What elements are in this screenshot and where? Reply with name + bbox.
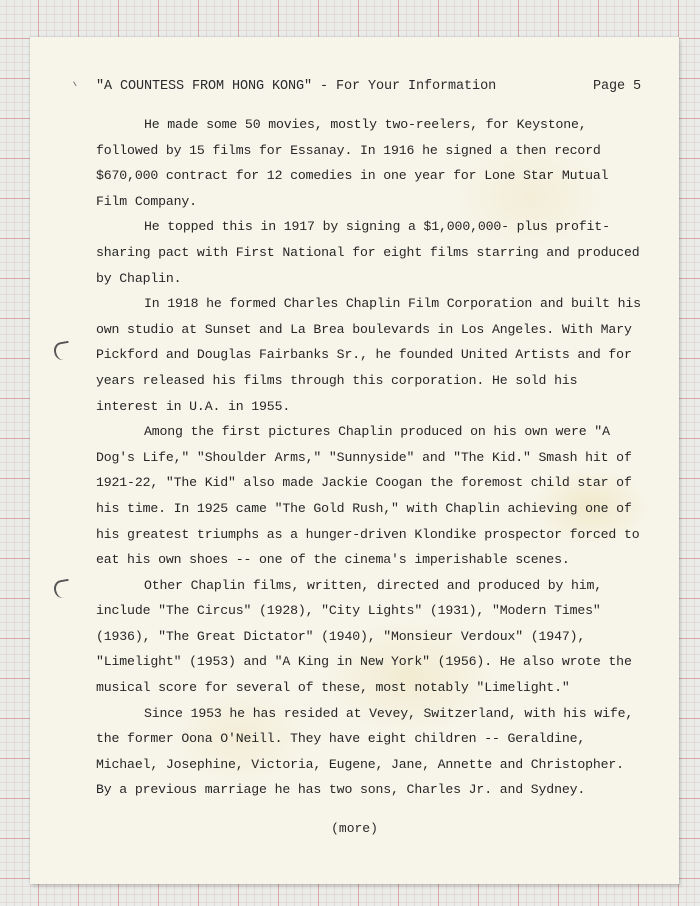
paragraph: Among the first pictures Chaplin produced on his own were "A Dog's Life," "Shoulder Arms," "Sunnyside" and "The Kid." Smash hit of 1921-22, "The Kid" also made Jackie Coogan the foremost child star of his time. In 1925 came "The Gold Rush," with Chaplin achieving one of his greatest triumphs as a hunger-driven Klondike prospector forced to eat his own shoes -- one of the cinema's imperishable scenes. [96, 424, 640, 568]
paragraph: Other Chaplin films, written, directed and produced by him, include "The Circus" (1928), "City Lights" (1931), "Modern Times" (1936), "The Great Dictator" (1940), "Monsieur Verdoux" (1947), "Limelight" (1953) and "A King in New York" (1956). He also wrote the musical score for several of these, most notably "Limelight." [96, 577, 632, 696]
punch-hole-mark [53, 579, 72, 600]
typed-page [30, 37, 679, 884]
document-title: "A COUNTESS FROM HONG KONG" - For Your Information [96, 79, 497, 94]
paragraph: In 1918 he formed Charles Chaplin Film Corporation and built his own studio at Sunset and La Brea boulevards in Los Angeles. With Mary Pickford and Douglas Fairbanks Sr., he founded United Artists and for years released his films through this corporation. He sold his interest in U.A. in 1955. [96, 296, 641, 414]
punch-hole-mark [53, 341, 72, 362]
page-header [96, 79, 641, 94]
pencil-mark [73, 79, 81, 86]
document-body [96, 112, 641, 803]
paragraph: He topped this in 1917 by signing a $1,000,000- plus profit-sharing pact with First National for eight films starring and produced by Chaplin. [96, 219, 640, 286]
paragraph: Since 1953 he has resided at Vevey, Switzerland, with his wife, the former Oona O'Neill. They have eight children -- Geraldine, Michael, Josephine, Victoria, Eugene, Jane, Annette and Christopher. By a previous marriage he has two sons, Charles Jr. and Sydney. [96, 705, 634, 798]
paragraph: He made some 50 movies, mostly two-reelers, for Keystone, followed by 15 films for Essanay. In 1916 he signed a then record $670,000 contract for 12 comedies in one year for Lone Star Mutual Film Company. [96, 117, 609, 209]
page-number: Page 5 [592, 79, 641, 94]
continuation-marker: (more) [331, 821, 378, 836]
